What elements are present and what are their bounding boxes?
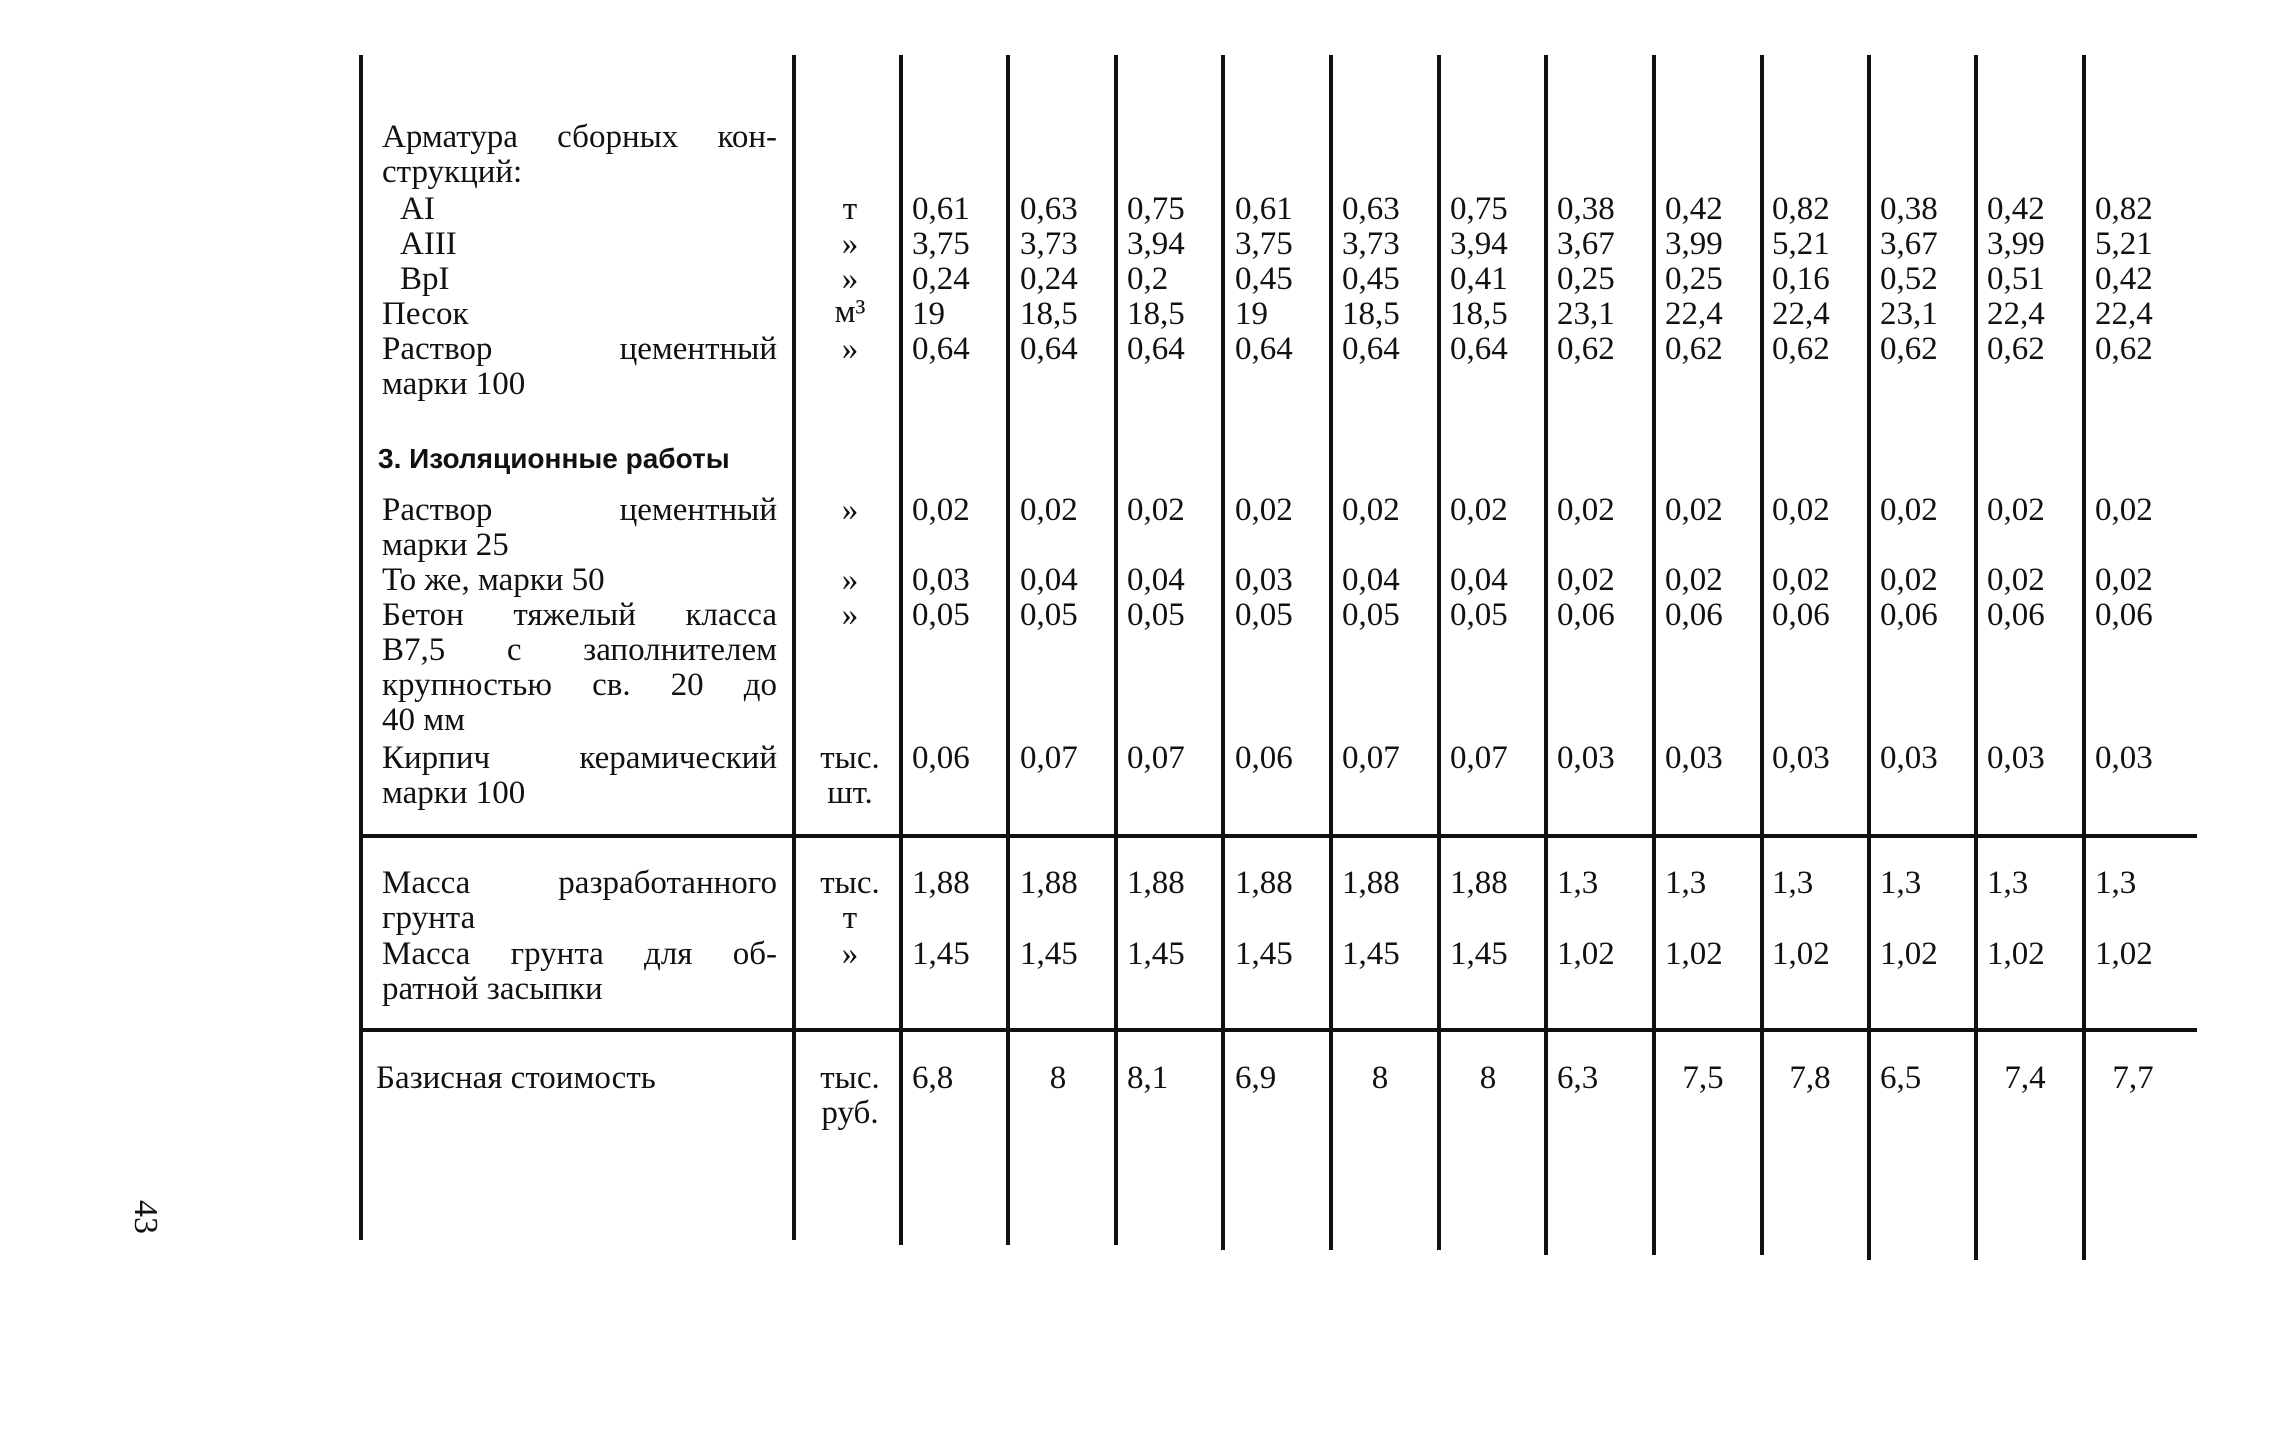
value-cell: 1,02 [1880,936,1938,972]
value-cell: 18,5 [1342,296,1400,332]
value-cell: 0,16 [1772,261,1830,297]
value-cell: 0,38 [1880,191,1938,227]
mortar100-label: Раствор цементный марки 100 [382,331,777,402]
value-cell: 0,25 [1665,261,1723,297]
value-cell: 8 [1479,1060,1497,1096]
value-cell: 5,21 [1772,226,1830,262]
value-cell: 0,03 [1235,562,1293,598]
value-cell: 0,64 [1450,331,1508,367]
value-cell: 1,45 [912,936,970,972]
value-cell: 0,75 [1127,191,1185,227]
value-cell: 8,1 [1127,1060,1169,1096]
value-cell: 0,02 [1987,492,2045,528]
value-cell: 1,3 [1665,865,1707,901]
value-cell: 0,05 [1342,597,1400,633]
value-cell: 0,02 [2095,562,2153,598]
value-cell: 0,04 [1342,562,1400,598]
section-rule [359,1028,2197,1032]
value-cell: 0,06 [2095,597,2153,633]
value-cell: 0,82 [2095,191,2153,227]
value-cell: 0,07 [1342,740,1400,776]
value-cell: 0,02 [1020,492,1078,528]
value-cell: 3,94 [1127,226,1185,262]
value-cell: 0,52 [1880,261,1938,297]
value-cell: 0,02 [1127,492,1185,528]
value-cell: 1,45 [1450,936,1508,972]
value-cell: 0,38 [1557,191,1615,227]
row-unit: » [841,597,859,633]
value-cell: 22,4 [1987,296,2045,332]
value-cell: 0,05 [1020,597,1078,633]
value-cell: 0,64 [1020,331,1078,367]
page-number: 43 [127,1200,164,1234]
value-cell: 0,02 [1450,492,1508,528]
value-cell: 3,73 [1020,226,1078,262]
soil-backfill-label: Масса грунта для об- ратной засыпки [382,936,777,1007]
value-cell: 0,45 [1342,261,1400,297]
row-label: AIII [400,226,457,262]
value-cell: 23,1 [1557,296,1615,332]
value-cell: 0,03 [1665,740,1723,776]
concrete-label: Бетон тяжелый класса В7,5 с заполнителем крупностью св. 20 до 40 мм [382,597,777,738]
value-cell: 3,94 [1450,226,1508,262]
value-cell: 18,5 [1127,296,1185,332]
column-divider [899,55,903,1245]
row-label: AI [400,191,435,227]
value-cell: 22,4 [2095,296,2153,332]
value-cell: 1,02 [2095,936,2153,972]
value-cell: 3,67 [1880,226,1938,262]
value-cell: 1,02 [1665,936,1723,972]
value-cell: 22,4 [1772,296,1830,332]
value-cell: 3,67 [1557,226,1615,262]
value-cell: 6,3 [1557,1060,1599,1096]
value-cell: 0,02 [1557,562,1615,598]
value-cell: 0,62 [1557,331,1615,367]
value-cell: 1,45 [1127,936,1185,972]
value-cell: 18,5 [1020,296,1078,332]
value-cell: 0,02 [1235,492,1293,528]
value-cell: 7,7 [2112,1060,2154,1096]
value-cell: 3,75 [1235,226,1293,262]
value-cell: 6,9 [1235,1060,1277,1096]
row-unit: т [842,191,858,227]
value-cell: 0,05 [912,597,970,633]
value-cell: 0,06 [1772,597,1830,633]
value-cell: 8 [1371,1060,1389,1096]
value-cell: 0,02 [1772,562,1830,598]
value-cell: 3,99 [1665,226,1723,262]
value-cell: 3,73 [1342,226,1400,262]
value-cell: 0,02 [1772,492,1830,528]
row-unit: » [841,562,859,598]
value-cell: 0,51 [1987,261,2045,297]
mortar25-label: Раствор цементный марки 25 [382,492,777,563]
value-cell: 18,5 [1450,296,1508,332]
value-cell: 0,62 [2095,331,2153,367]
value-cell: 0,02 [1665,492,1723,528]
table-border-left [359,55,363,1240]
value-cell: 0,2 [1127,261,1169,297]
value-cell: 0,05 [1127,597,1185,633]
value-cell: 0,03 [1772,740,1830,776]
value-cell: 0,06 [1987,597,2045,633]
value-cell: 0,64 [1127,331,1185,367]
value-cell: 0,24 [912,261,970,297]
value-cell: 0,62 [1665,331,1723,367]
value-cell: 1,88 [1450,865,1508,901]
value-cell: 0,42 [1665,191,1723,227]
value-cell: 0,41 [1450,261,1508,297]
value-cell: 1,3 [1772,865,1814,901]
value-cell: 3,75 [912,226,970,262]
value-cell: 7,8 [1789,1060,1831,1096]
value-cell: 1,45 [1342,936,1400,972]
row-unit: » [841,261,859,297]
row-label: Песок [382,296,469,332]
value-cell: 0,62 [1772,331,1830,367]
value-cell: 1,88 [1020,865,1078,901]
value-cell: 0,63 [1020,191,1078,227]
value-cell: 0,04 [1020,562,1078,598]
row-unit: тыс. руб. [820,1060,880,1131]
value-cell: 8 [1049,1060,1067,1096]
value-cell: 3,99 [1987,226,2045,262]
rebar-title: Арматура сборных кон- струкций: [382,119,777,190]
cost-label: Базисная стоимость [376,1060,656,1096]
row-unit: тыс. шт. [820,740,880,811]
value-cell: 1,3 [1557,865,1599,901]
value-cell: 1,88 [912,865,970,901]
value-cell: 0,04 [1450,562,1508,598]
value-cell: 0,02 [1557,492,1615,528]
value-cell: 1,3 [1880,865,1922,901]
value-cell: 23,1 [1880,296,1938,332]
value-cell: 0,62 [1880,331,1938,367]
value-cell: 0,02 [2095,492,2153,528]
mortar50-label: То же, марки 50 [382,562,605,598]
value-cell: 0,61 [912,191,970,227]
row-unit: » [841,936,859,972]
value-cell: 0,42 [2095,261,2153,297]
value-cell: 0,07 [1127,740,1185,776]
column-divider [1114,55,1118,1245]
value-cell: 0,04 [1127,562,1185,598]
value-cell: 0,42 [1987,191,2045,227]
value-cell: 1,88 [1127,865,1185,901]
value-cell: 1,45 [1020,936,1078,972]
value-cell: 0,06 [1235,740,1293,776]
value-cell: 7,5 [1682,1060,1724,1096]
value-cell: 1,02 [1772,936,1830,972]
value-cell: 6,8 [912,1060,954,1096]
value-cell: 0,02 [1342,492,1400,528]
value-cell: 0,64 [912,331,970,367]
value-cell: 0,24 [1020,261,1078,297]
section-heading: 3. Изоляционные работы [378,443,730,474]
value-cell: 0,05 [1235,597,1293,633]
value-cell: 0,03 [1880,740,1938,776]
value-cell: 1,88 [1342,865,1400,901]
value-cell: 1,88 [1235,865,1293,901]
value-cell: 6,5 [1880,1060,1922,1096]
value-cell: 0,02 [1987,562,2045,598]
value-cell: 0,06 [1880,597,1938,633]
section-rule [359,834,2197,838]
value-cell: 0,82 [1772,191,1830,227]
value-cell: 5,21 [2095,226,2153,262]
row-label: BpI [400,261,450,297]
value-cell: 0,05 [1450,597,1508,633]
column-divider [1544,55,1548,1255]
value-cell: 0,64 [1235,331,1293,367]
value-cell: 0,03 [1557,740,1615,776]
value-cell: 0,63 [1342,191,1400,227]
value-cell: 1,3 [1987,865,2029,901]
value-cell: 19 [1235,296,1268,332]
row-unit: » [841,331,859,367]
value-cell: 0,03 [1987,740,2045,776]
value-cell: 0,06 [1557,597,1615,633]
value-cell: 0,02 [912,492,970,528]
value-cell: 0,02 [1665,562,1723,598]
column-divider [1867,55,1871,1260]
value-cell: 0,45 [1235,261,1293,297]
value-cell: 1,02 [1987,936,2045,972]
value-cell: 0,75 [1450,191,1508,227]
value-cell: 0,02 [1880,562,1938,598]
value-cell: 0,03 [2095,740,2153,776]
value-cell: 22,4 [1665,296,1723,332]
value-cell: 1,02 [1557,936,1615,972]
soil-excavated-label: Масса разработанного грунта [382,865,777,936]
row-unit: тыс. т [820,865,880,936]
value-cell: 0,64 [1342,331,1400,367]
row-unit: м³ [834,294,866,330]
row-unit: » [841,226,859,262]
value-cell: 0,61 [1235,191,1293,227]
value-cell: 1,45 [1235,936,1293,972]
value-cell: 0,62 [1987,331,2045,367]
brick-label: Кирпич керамический марки 100 [382,740,777,811]
value-cell: 1,3 [2095,865,2137,901]
value-cell: 0,07 [1020,740,1078,776]
row-unit: » [841,492,859,528]
value-cell: 19 [912,296,945,332]
value-cell: 0,25 [1557,261,1615,297]
value-cell: 0,02 [1880,492,1938,528]
value-cell: 7,4 [2004,1060,2046,1096]
value-cell: 0,06 [912,740,970,776]
value-cell: 0,03 [912,562,970,598]
column-divider [792,55,796,1240]
value-cell: 0,07 [1450,740,1508,776]
value-cell: 0,06 [1665,597,1723,633]
